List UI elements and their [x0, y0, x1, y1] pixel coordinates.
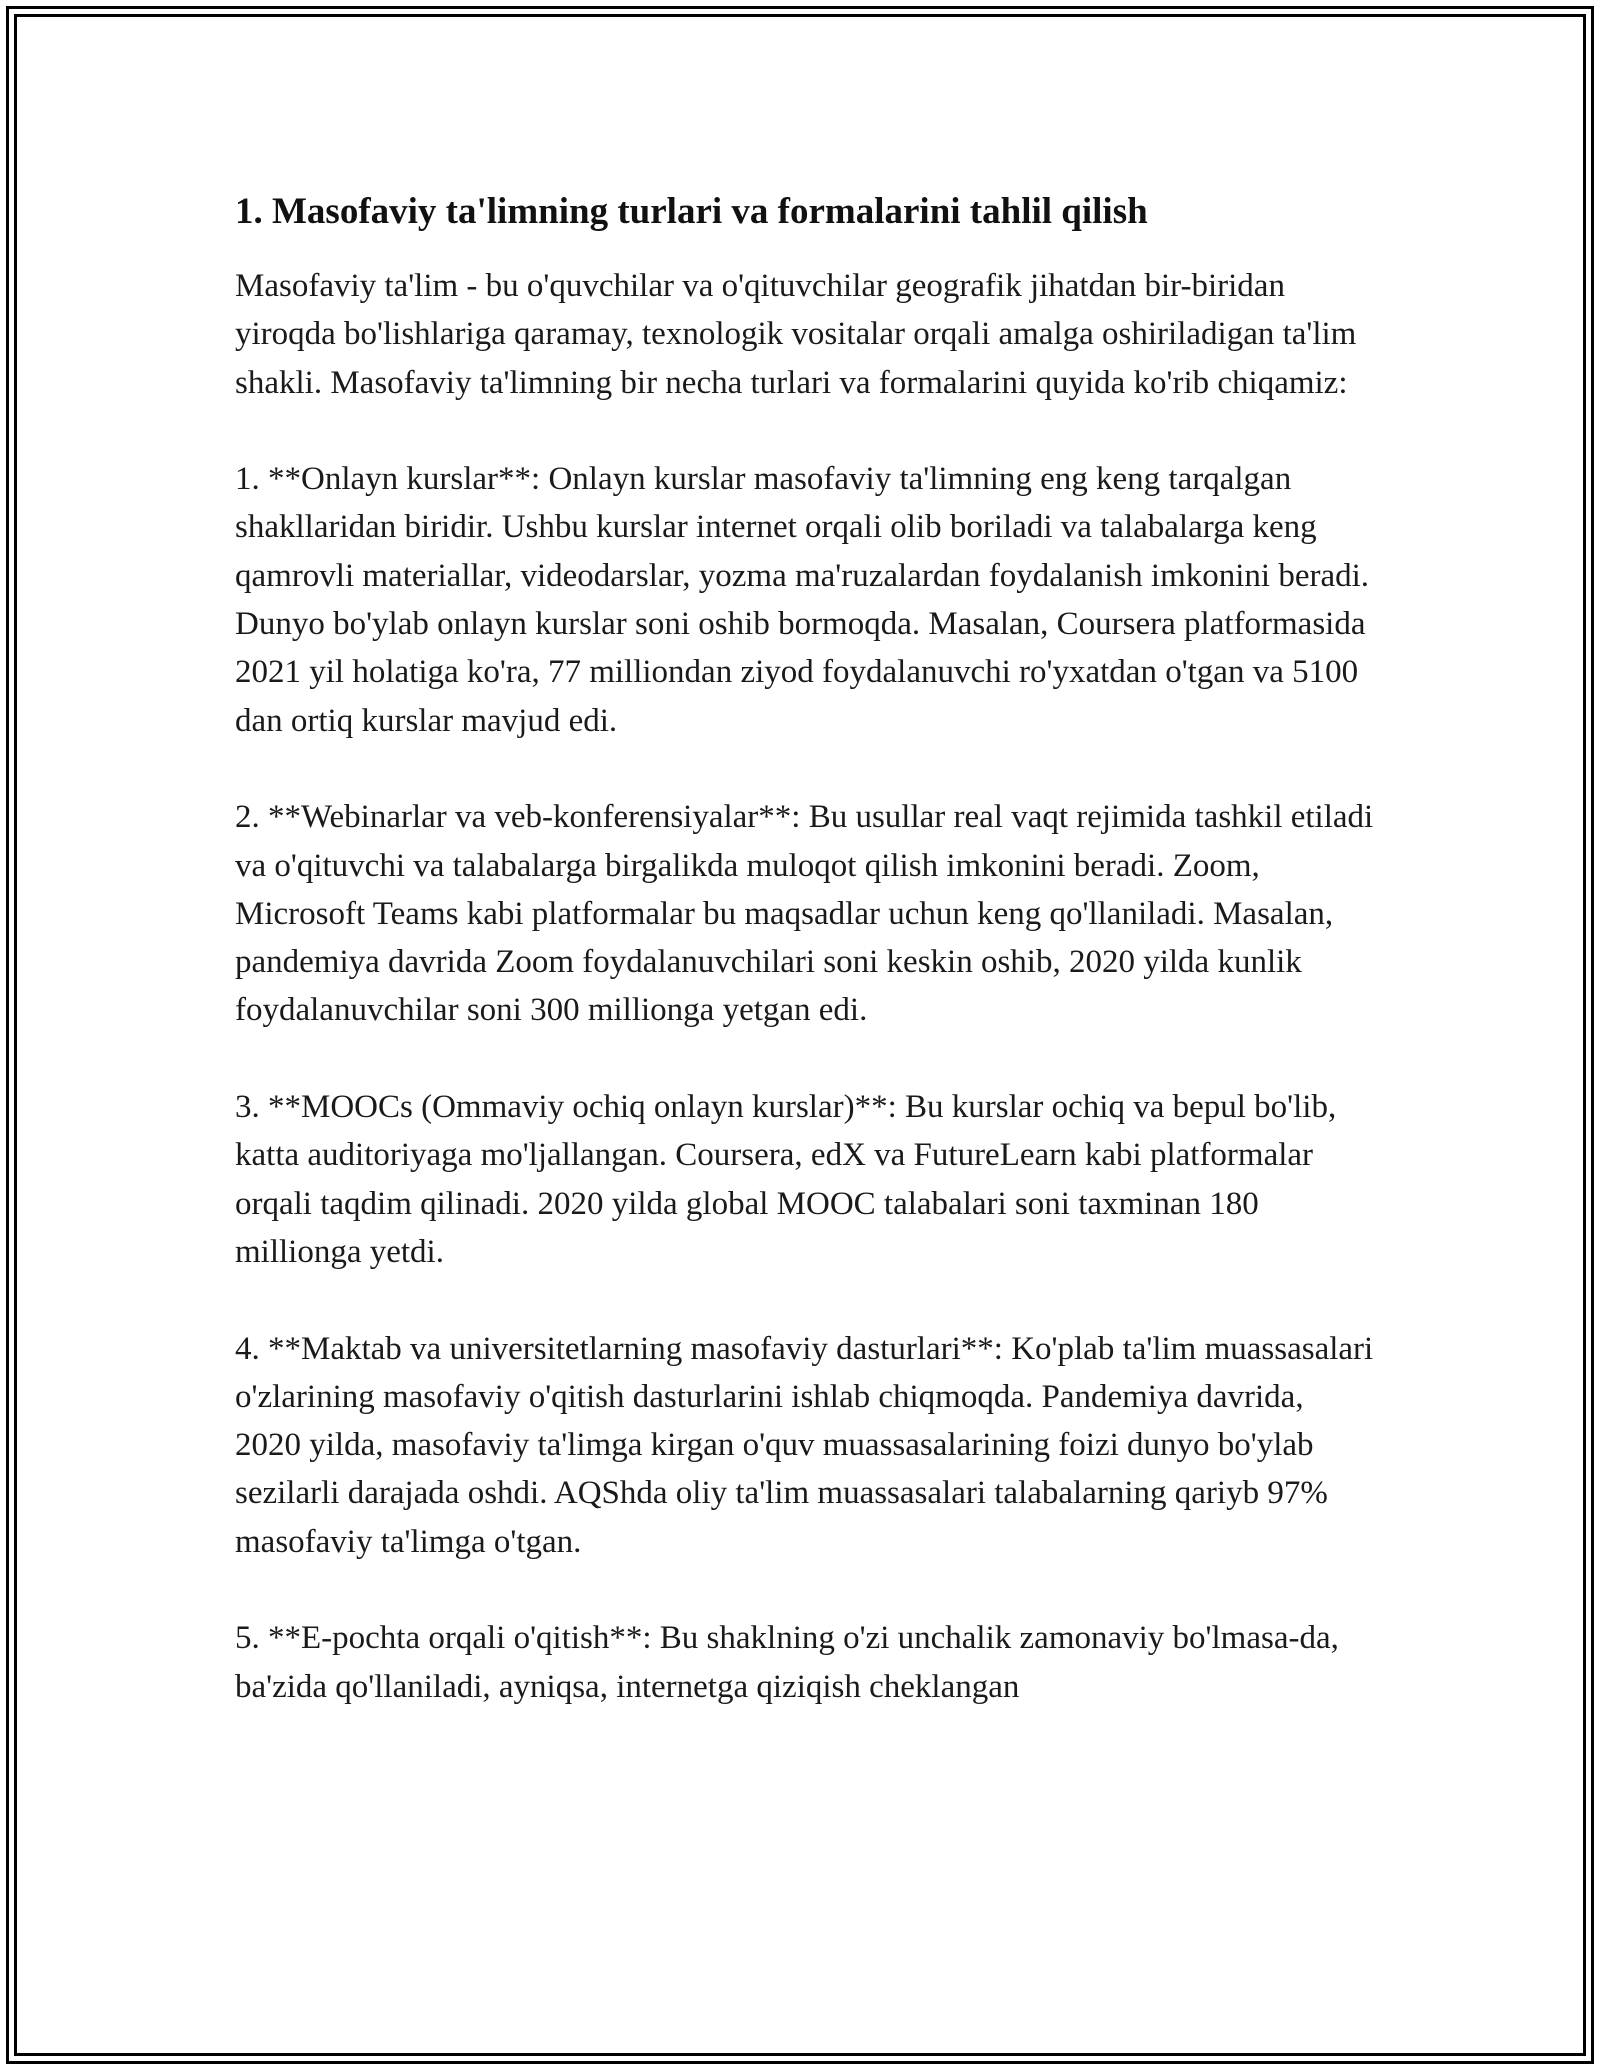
paragraph-webinars: 2. **Webinarlar va veb-konferensiyalar**: Bu usullar real vaqt rejimida tashkil etiladi va o'qituvchi va talabalarga birgalikda muloqot qilish imkonini beradi. Zoom, Microsoft Teams kabi platformalar bu maqsadlar uchun keng qo'llaniladi. Masalan, pandemiya davrida Zoom foydalanuvchilari soni keskin oshib, 2020 yilda kunlik foydalanuvchilar soni 300 millionga yetgan edi. — [235, 799, 1374, 1029]
intro-paragraph: Masofaviy ta'lim - bu o'quvchilar va o'qituvchilar geografik jihatdan bir-biridan yiroqda bo'lishlariga qaramay, texnologik vositalar orqali amalga oshiriladigan ta'lim shakli. Masofaviy ta'limning bir necha turlari va formalarini quyida ko'rib chiqamiz: — [235, 268, 1357, 401]
page-title: 1. Masofaviy ta'limning turlari va formalarini tahlil qilish — [235, 191, 1148, 232]
paragraph-online-courses: 1. **Onlayn kurslar**: Onlayn kurslar masofaviy ta'limning eng keng tarqalgan shakllaridan biridir. Ushbu kurslar internet orqali olib boriladi va talabalarga keng qamrovli materiallar, videodarslar, yozma ma'ruzalardan foydalanish imkonini beradi. Dunyo bo'ylab onlayn kurslar soni oshib bormoqda. Masalan, Coursera platformasida 2021 yil holatiga ko'ra, 77 milliondan ziyod foydalanuvchi ro'yxatdan o'tgan va 5100 dan ortiq kurslar mavjud edi. — [235, 461, 1370, 739]
document-body — [235, 188, 1375, 1759]
paragraph-school-programs: 4. **Maktab va universitetlarning masofaviy dasturlari**: Ko'plab ta'lim muassasalari o'zlarining masofaviy o'qitish dasturlarini ishlab chiqmoqda. Pandemiya davrida, 2020 yilda, masofaviy ta'limga kirgan o'quv muassasalarining foizi dunyo bo'ylab sezilarli darajada oshdi. AQShda oliy ta'lim muassasalari talabalarning qariyb 97% masofaviy ta'limga o'tgan. — [235, 1330, 1374, 1560]
paragraph-email-learning: 5. **E-pochta orqali o'qitish**: Bu shaklning o'zi unchalik zamonaviy bo'lmasa-da, ba'zida qo'llaniladi, ayniqsa, internetga qiziqish cheklangan — [235, 1620, 1339, 1705]
paragraph-moocs: 3. **MOOCs (Ommaviy ochiq onlayn kurslar)**: Bu kurslar ochiq va bepul bo'lib, katta auditoriyaga mo'ljallangan. Coursera, edX va FutureLearn kabi platformalar orqali taqdim qilinadi. 2020 yilda global MOOC talabalari soni taxminan 180 millionga yetdi. — [235, 1089, 1337, 1270]
